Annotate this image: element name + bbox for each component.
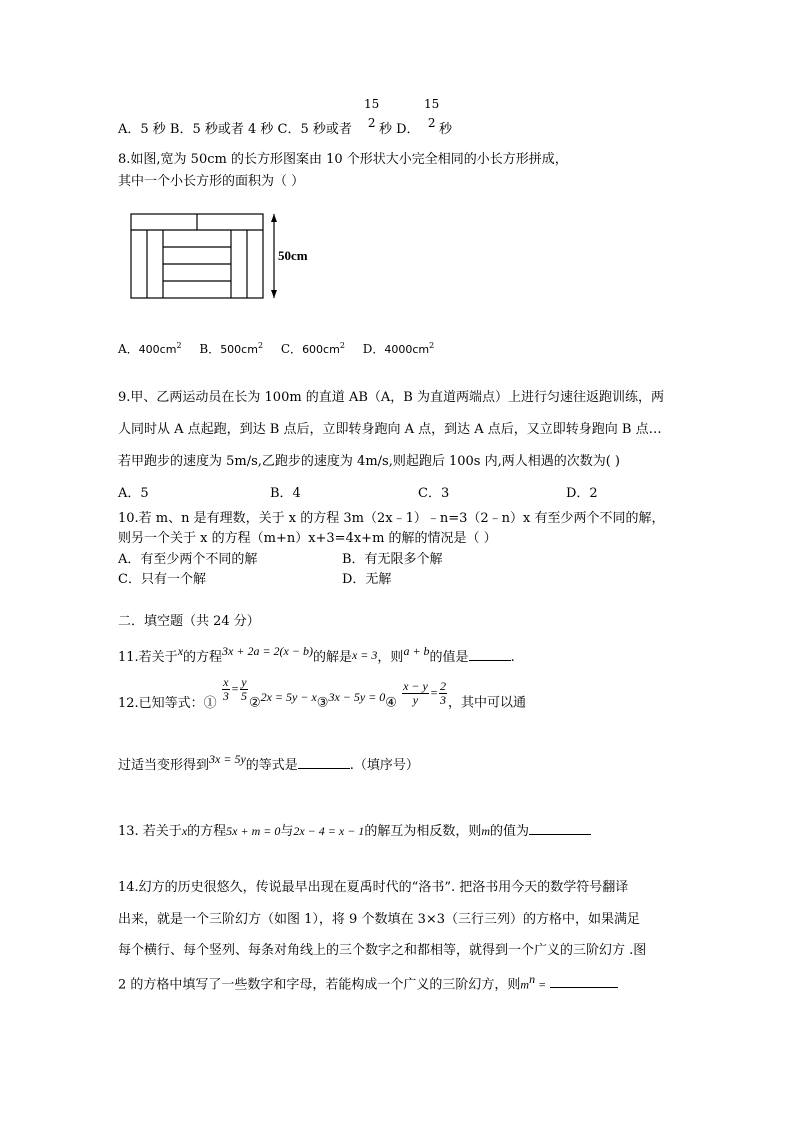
q10-option-d: D．无解 [342, 572, 392, 587]
q10-line2: 则另一个关于 x 的方程（m+n）x+3=4x+m 的解的情况是（ ） [118, 531, 497, 546]
q11-expression: a + b [403, 644, 430, 658]
q7-fraction-d [423, 98, 440, 129]
q9-line2: 人同时从 A 点起跑，到达 B 点后，立即转身跑向 A 点，到达 A 点后，又立即转身跑向 B 点… [118, 422, 662, 437]
section-title: 二．填空题（共 24 分） [118, 614, 260, 629]
q10-option-b: B．有无限多个解 [342, 552, 443, 567]
q8-option-b: B．$500cm^2$ [199, 341, 264, 356]
fraction-denominator: 2 [427, 115, 436, 130]
q7-options [118, 118, 352, 137]
q11-equation: 3x + 2a = 2(x − b) [222, 644, 313, 658]
answer-blank[interactable] [469, 648, 511, 661]
q9-option-a: A．5 [118, 486, 149, 501]
q9-option-d: D．2 [566, 486, 598, 501]
q11-solution: x = 3 [351, 648, 378, 662]
figure-dimension-label: 50cm [278, 248, 308, 263]
fraction-denominator: 2 [367, 115, 376, 130]
q9-option-b: B．4 [270, 486, 301, 501]
answer-blank[interactable] [529, 822, 591, 835]
q14-line4: 2 的方格中填写了一些数字和字母，若能构成一个广义的三阶幻方，则$m^n$ = [118, 972, 618, 992]
q8-option-d: D．$4000cm^2$ [362, 341, 435, 356]
q7-after-d: 秒 [439, 122, 453, 137]
q8-options [118, 340, 434, 357]
q9-option-c: C．3 [418, 486, 450, 501]
fraction-numerator: 15 [364, 97, 380, 111]
answer-blank[interactable] [298, 756, 350, 769]
q10-option-c: C．只有一个解 [118, 572, 206, 587]
q7-after-c: 秒 D． [379, 122, 420, 137]
q13: 13. 若关于x的方程5x + m = 0与2x − 4 = x − 1的解互为相反数，则m的值为 [118, 820, 591, 839]
q8-line1: 8.如图,宽为 50cm 的长方形图案由 10 个形状大小完全相同的小长方形拼成， [118, 152, 568, 167]
q14-line2: 出来，就是一个三阶幻方（如图 1），将 9 个数填在 3×3（三行三列）的方格中，如果满足 [118, 912, 641, 927]
q9-line1: 9.甲、乙两运动员在长为 100m 的直道 AB（A，B 为直道两端点）上进行匀速往返跑训练，两 [118, 390, 664, 405]
q7-fraction-c [363, 98, 380, 129]
q9-line3: 若甲跑步的速度为 5m/s,乙跑步的速度为 4m/s,则起跑后 100s 内,两人相遇的次数为( ) [118, 454, 620, 469]
q14-line3: 每个横行、每个竖列、每条对角线上的三个数字之和都相等，就得到一个广义的三阶幻方 .图 [118, 943, 647, 958]
q12-line1: 12.已知等式：① $\frac{x}{3}$ = $\frac{y}{5}$ ②2x = 5y − x③3x − 5y = 0④ $\frac{x - y}{y}$ = $\frac{2}{3}$ ，其中可以通 [118, 675, 526, 711]
q10-option-a: A．有至少两个不同的解 [118, 552, 258, 567]
q14-line1: 14.幻方的历史很悠久，传说最早出现在夏禹时代的“洛书”. 把洛书用今天的数学符号翻译 [118, 880, 629, 895]
answer-blank[interactable] [550, 975, 618, 988]
q12-line2: 过适当变形得到3x = 5y的等式是 .（填序号） [118, 752, 419, 773]
fraction-numerator: 15 [424, 97, 440, 111]
q8-option-c: C．$600cm^2$ [280, 341, 345, 356]
math-var: x [177, 644, 184, 658]
q8-option-a: A．$400cm^2$ [118, 341, 182, 356]
q7-options-start: A．5 秒 B．5 秒或者 4 秒 C．5 秒或者 [118, 122, 352, 137]
q11: 11.若关于x的方程3x + 2a = 2(x − b)的解是x = 3，则a + b的值是 . [118, 644, 515, 665]
q10-line1: 10.若 m、n 是有理数，关于 x 的方程 3m（2x﹣1）﹣n=3（2﹣n）x 有至少两个不同的解， [118, 511, 665, 526]
q8-line2: 其中一个小长方形的面积为（ ） [118, 174, 305, 189]
